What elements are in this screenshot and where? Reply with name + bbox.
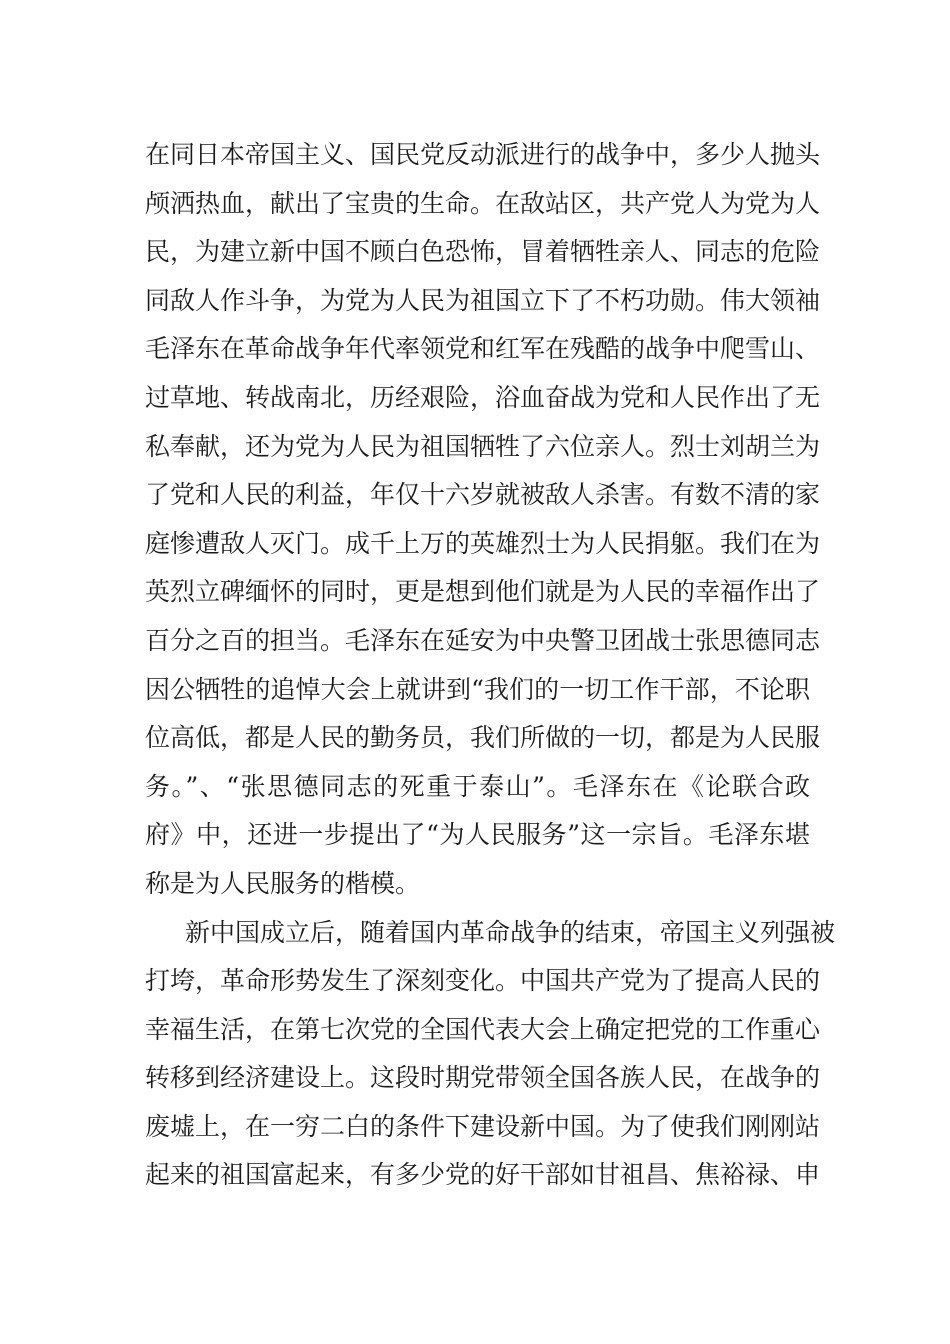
text-line: 同敌人作斗争，为党为人民为祖国立下了不朽功勋。伟大领袖 [145,285,821,315]
text-line: 称是为人民服务的楷模。 [145,868,421,898]
text-line: 废墟上，在一穷二白的条件下建设新中国。为了使我们刚刚站 [145,1111,821,1141]
text-line: 务。”、“张思德同志的死重于泰山”。毛泽东在《论联合政 [145,771,810,801]
text-line: 毛泽东在革命战争年代率领党和红军在残酷的战争中爬雪山、 [145,334,821,364]
text-line: 了党和人民的利益，年仅十六岁就被敌人杀害。有数不清的家 [145,480,821,510]
text-line: 百分之百的担当。毛泽东在延安为中央警卫团战士张思德同志 [145,625,821,655]
text-line: 英烈立碑缅怀的同时，更是想到他们就是为人民的幸福作出了 [145,577,821,607]
text-line: 私奉献，还为党为人民为祖国牺牲了六位亲人。烈士刘胡兰为 [145,431,821,461]
text-line: 在同日本帝国主义、国民党反动派进行的战争中，多少人抛头 [145,140,821,169]
text-line: 府》中，还进一步提出了“为人民服务”这一宗旨。毛泽东堪 [145,820,810,850]
text-line: 民，为建立新中国不顾白色恐怖，冒着牺牲亲人、同志的危险 [145,237,821,267]
body-text [145,131,836,1200]
text-line: 转移到经济建设上。这段时期党带领全国各族人民，在战争的 [145,1063,821,1093]
text-line: 颅洒热血，献出了宝贵的生命。在敌站区，共产党人为党为人 [145,188,821,218]
text-line: 因公牺牲的追悼大会上就讲到“我们的一切工作干部，不论职 [145,674,810,704]
text-line: 幸福生活，在第七次党的全国代表大会上确定把党的工作重心 [145,1014,821,1044]
text-line: 庭惨遭敌人灭门。成千上万的英雄烈士为人民捐躯。我们在为 [145,528,821,558]
text-line: 打垮，革命形势发生了深刻变化。中国共产党为了提高人民的 [145,966,821,996]
text-line: 起来的祖国富起来，有多少党的好干部如甘祖昌、焦裕禄、申 [145,1160,821,1190]
text-line: 新中国成立后，随着国内革命战争的结束，帝国主义列强被 [185,917,836,947]
text-line: 位高低，都是人民的勤务员，我们所做的一切，都是为人民服 [145,723,821,753]
paragraph-2 [145,909,836,1201]
paragraph-1 [145,131,821,909]
text-line: 过草地、转战南北，历经艰险，浴血奋战为党和人民作出了无 [145,382,821,412]
